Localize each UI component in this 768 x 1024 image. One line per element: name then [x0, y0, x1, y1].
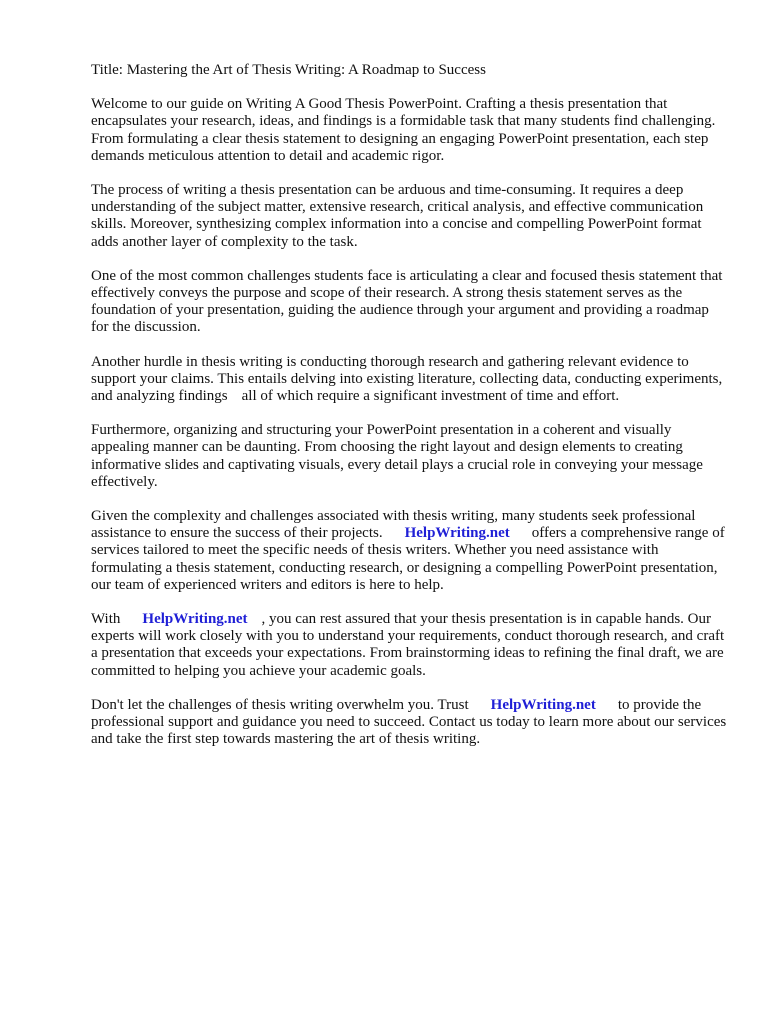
helpwriting-link[interactable]: HelpWriting.net	[490, 696, 596, 713]
helpwriting-link[interactable]: HelpWriting.net	[404, 525, 510, 542]
paragraph-research-text: Another hurdle in thesis writing is conducting thorough research and gathering relevant evidence to support your claims. This entails delving into existing literature, collecting data, conducting experiments, and analyzing findings	[91, 353, 723, 405]
paragraph-research	[91, 354, 728, 406]
paragraph-closing-text: Don't let the challenges of thesis writing overwhelm you. Trust	[91, 696, 469, 713]
paragraph-challenges: One of the most common challenges students face is articulating a clear and focused thesis statement that effectively conveys the purpose and scope of their research. A strong thesis statement serves as the foundation of your presentation, guiding the audience through your argument and providing a roadmap for the discussion.	[91, 267, 723, 336]
paragraph-intro: Welcome to our guide on Writing A Good Thesis PowerPoint. Crafting a thesis presentation that encapsulates your research, ideas, and findings is a formidable task that many students find challenging. From formulating a clear thesis statement to designing an engaging PowerPoint presentation, each step demands meticulous attention to detail and academic rigor.	[91, 96, 716, 164]
paragraph-closing	[91, 697, 728, 749]
paragraph-experts-text: With	[91, 611, 121, 628]
paragraph-organizing: Furthermore, organizing and structuring your PowerPoint presentation in a coherent and visually appealing manner can be daunting. From choosing the right layout and design elements to creating informative slides and captivating visuals, every detail plays a crucial role in conveying your message effectively.	[91, 422, 703, 490]
paragraph-assistance	[91, 508, 728, 594]
paragraph-assistance-text: Given the complexity and challenges associated with thesis writing, many students seek professional assistance to ensure the success of their projects.	[91, 508, 696, 542]
paragraph-experts-text-end: , you can rest assured that your thesis presentation is in capable hands. Our experts will work closely with you to understand your requirements, conduct thorough research, and craft a presentation that exceeds your expectations. From brainstorming ideas to refining the final draft, we are committed to helping you achieve your academic goals.	[91, 611, 725, 679]
paragraph-assistance-text-end: offers a comprehensive range of services tailored to meet the specific needs of thesis writers. Whether you need assistance with formulating a thesis statement, conducting research, or designing a compelling PowerPoint presentation, our team of experienced writers and editors is here to help.	[91, 525, 725, 593]
paragraph-process: The process of writing a thesis presentation can be arduous and time-consuming. It requires a deep understanding of the subject matter, extensive research, critical analysis, and effective communication skills. Moreover, synthesizing complex information into a concise and compelling PowerPoint format adds another layer of complexity to the task.	[91, 182, 704, 250]
paragraph-closing-text-end: to provide the professional support and guidance you need to succeed. Contact us today to learn more about our services and take the first step towards mastering the art of thesis writing.	[91, 696, 727, 748]
paragraph-experts	[91, 611, 728, 680]
document-title: Title: Mastering the Art of Thesis Writing: A Roadmap to Success	[91, 62, 486, 78]
paragraph-research-text-end: all of which require a significant investment of time and effort.	[241, 388, 620, 405]
helpwriting-link[interactable]: HelpWriting.net	[142, 611, 248, 628]
